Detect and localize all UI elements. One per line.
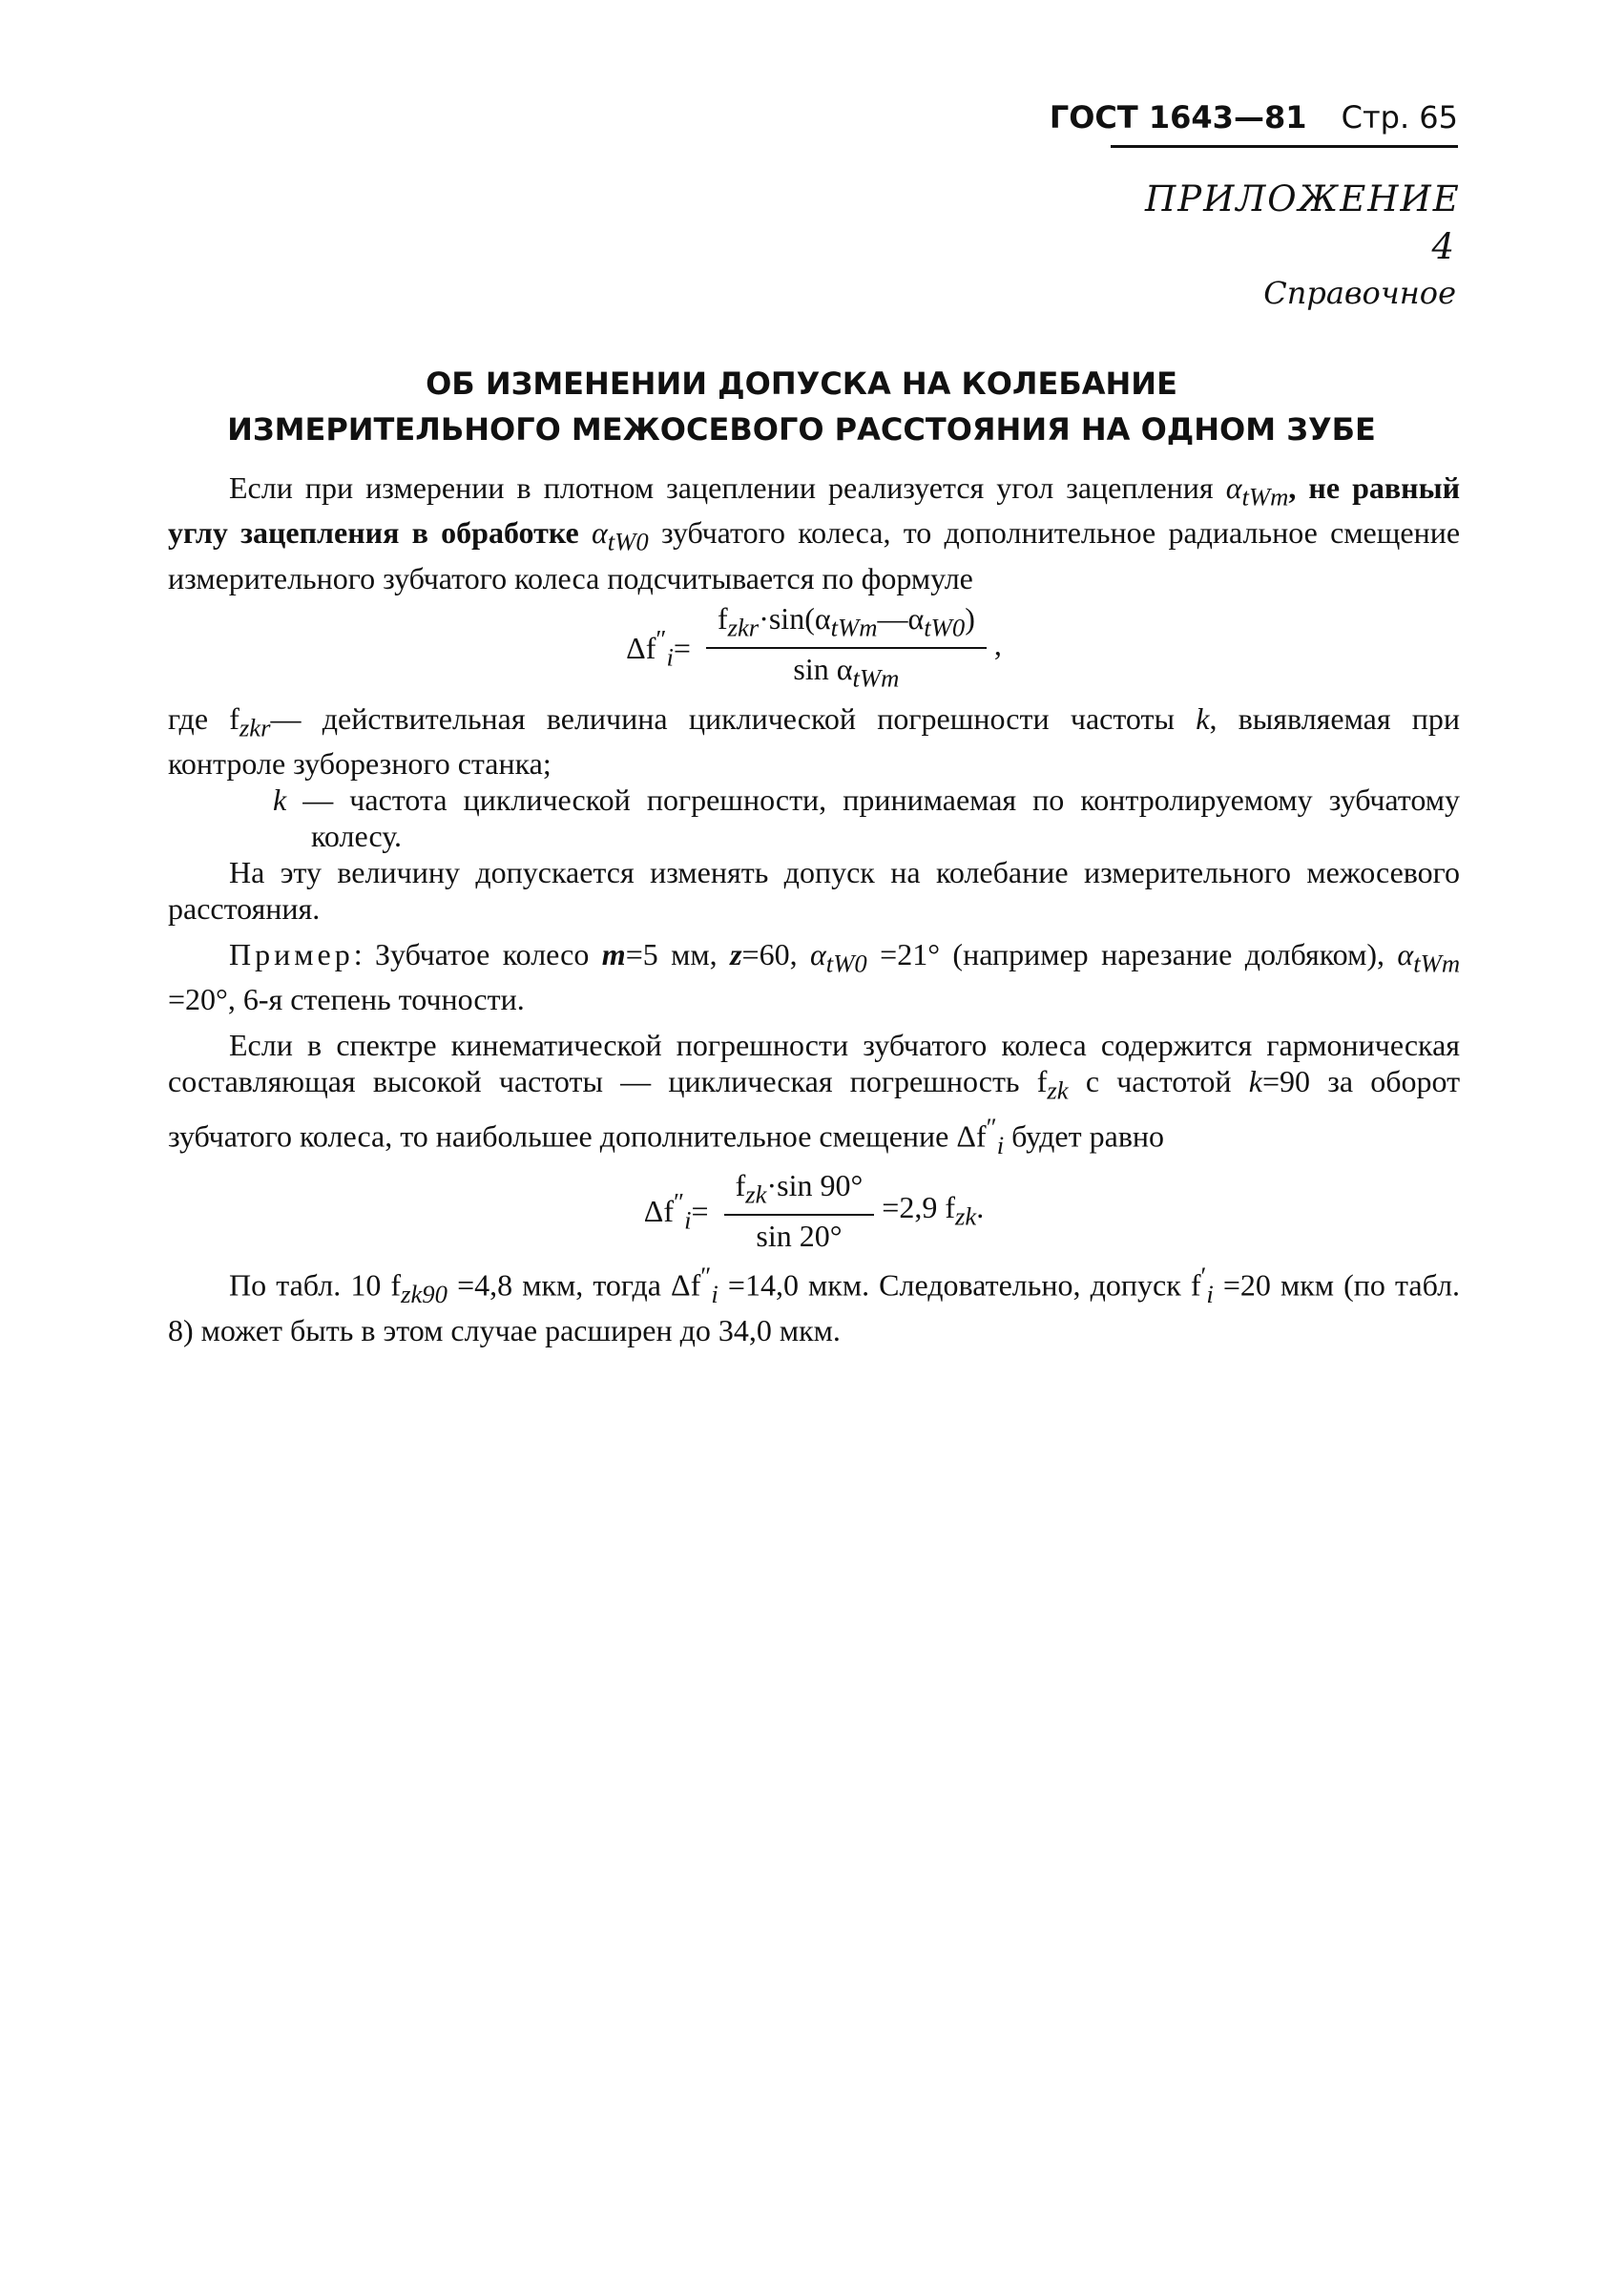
section-title-line-1: ОБ ИЗМЕНЕНИИ ДОПУСКА НА КОЛЕБАНИЕ xyxy=(426,365,1177,402)
formula-1-num-mid: —α xyxy=(877,600,925,636)
where-k: k xyxy=(1196,700,1210,736)
formula-1-lhs xyxy=(626,624,691,672)
formula-1-num-f: f xyxy=(717,600,728,636)
formula-2-rhs: =2,9 f xyxy=(882,1189,955,1224)
alpha-subscript: tWm xyxy=(1241,482,1289,511)
paragraph-example xyxy=(168,936,1460,1017)
where-clause-2 xyxy=(168,782,1460,854)
conclusion-text-d: =14,0 мкм. Следовательно, допуск xyxy=(718,1267,1181,1303)
where-text-b: — действительная величина циклической погрешности частоты xyxy=(270,700,1175,736)
conclusion-f-sup: ′ xyxy=(1200,1262,1207,1291)
intro-text-bold: , не равный углу зацепления в обработке xyxy=(168,470,1461,551)
paragraph-conclusion xyxy=(168,1258,1460,1348)
spectrum-k: k xyxy=(1248,1064,1262,1099)
example-label: Пример xyxy=(229,936,354,971)
example-text-b: =5 мм, xyxy=(625,936,718,971)
intro-text-b: зубчатого колеса, то дополнительное радиальное смещение измерительного зубчатого колеса подсчитывается по формуле xyxy=(168,515,1461,595)
formula-2-fraction xyxy=(724,1167,875,1254)
conclusion-f-sub-2: i xyxy=(1206,1280,1214,1309)
example-text-d: =21° (например нарезание долбяком), xyxy=(866,936,1384,971)
formula-2-eq: = xyxy=(691,1193,709,1228)
formula-1-lhs-sub: i xyxy=(666,642,674,672)
formula-1-lhs-symbol: Δf xyxy=(626,631,656,666)
example-alpha-2-sub: tWm xyxy=(1413,949,1461,978)
paragraph-intro xyxy=(168,470,1460,596)
example-text-e: =20°, 6-я степень точности. xyxy=(168,982,525,1017)
spectrum-delta-sub: i xyxy=(996,1130,1005,1159)
standard-number: ГОСТ 1643—81 xyxy=(1049,99,1307,136)
example-text-c: =60, xyxy=(741,936,798,971)
formula-1-numerator xyxy=(706,600,987,649)
page-number: Стр. 65 xyxy=(1341,99,1458,136)
formula-1-num-end: ) xyxy=(965,600,975,636)
formula-2-lhs-sup: ″ xyxy=(674,1186,685,1216)
formula-1-num-sub: zkr xyxy=(727,613,760,642)
formula-1-num-sub2: tWm xyxy=(830,613,878,642)
conclusion-text-f: =20 мкм (по табл. 8) может быть в этом случае расширен до 34,0 мкм. xyxy=(168,1267,1461,1348)
conclusion-f: f xyxy=(1190,1267,1201,1303)
section-title xyxy=(143,361,1460,452)
example-alpha-2: α xyxy=(1397,936,1414,971)
conclusion-text-b: =4,8 мкм, тогда xyxy=(447,1267,661,1303)
conclusion-text-a: По табл. 10 f xyxy=(229,1267,402,1303)
example-z: z xyxy=(730,936,742,971)
spectrum-delta-sup: ″ xyxy=(986,1112,997,1141)
conclusion-delta: Δf xyxy=(671,1267,701,1303)
formula-1-lhs-sup: ″ xyxy=(656,624,667,654)
formula-2-denominator: sin 20° xyxy=(756,1219,843,1254)
body-text xyxy=(168,470,1460,1348)
where-clause-1 xyxy=(168,700,1460,782)
formula-2-numerator xyxy=(724,1167,875,1216)
appendix-title: ПРИЛОЖЕНИЕ 4 xyxy=(1145,178,1461,267)
intro-text-a: Если при измерении в плотном зацеплении реализуется угол зацепления xyxy=(229,470,1214,505)
example-text-a: : Зубчатое колесо xyxy=(353,936,590,971)
spectrum-f-sub: zk xyxy=(1047,1075,1069,1105)
spectrum-f: f xyxy=(1036,1064,1048,1099)
formula-1-eq: = xyxy=(673,631,691,666)
spectrum-text-a: Если в спектре кинематической погрешности зубчатого колеса содержится гармоническая составляющая высокой частоты — циклическая погрешность xyxy=(168,1028,1460,1099)
formula-2-rhs-sub: zk xyxy=(954,1201,977,1231)
section-title-line-2: ИЗМЕРИТЕЛЬНОГО МЕЖОСЕВОГО РАССТОЯНИЯ НА ОДНОМ ЗУБЕ xyxy=(227,411,1376,448)
conclusion-f-sub: zk90 xyxy=(401,1280,448,1309)
where-text-e: — частота циклической погрешности, принимаемая по контролируемому зубчатому колесу. xyxy=(302,782,1460,853)
formula-1 xyxy=(168,600,1460,697)
where-f-sub: zkr xyxy=(239,712,271,741)
formula-2-tail: . xyxy=(976,1189,985,1224)
formula-1-den-sub: tWm xyxy=(852,663,900,693)
alpha-subscript-2: tW0 xyxy=(607,527,649,556)
example-alpha: α xyxy=(810,936,826,971)
paragraph-tolerance: На эту величину допускается изменять допуск на колебание измерительного межосевого расстояния. xyxy=(168,854,1460,926)
appendix-block xyxy=(1145,176,1461,315)
formula-1-num-sub3: tW0 xyxy=(924,613,966,642)
formula-1-num-rest: ·sin(α xyxy=(759,600,831,636)
formula-1-fraction xyxy=(706,600,987,697)
formula-1-den-text: sin α xyxy=(793,652,853,687)
where-text-c: , выявляемая при контроле зуборезного станка; xyxy=(168,700,1461,781)
formula-2-num-rest: ·sin 90° xyxy=(766,1167,864,1202)
spectrum-text-b: с частотой xyxy=(1085,1064,1232,1099)
paragraph-spectrum xyxy=(168,1027,1460,1162)
formula-1-tail: , xyxy=(993,627,1002,662)
spectrum-delta: Δf xyxy=(956,1118,987,1154)
spectrum-text-e: будет равно xyxy=(1004,1118,1165,1154)
where-k-2: k xyxy=(273,782,287,817)
formula-2-lhs-sub: i xyxy=(684,1205,692,1234)
alpha-symbol: α xyxy=(1225,470,1242,505)
running-header xyxy=(1050,99,1458,136)
formula-2 xyxy=(168,1167,1460,1254)
conclusion-delta-sub: i xyxy=(711,1280,718,1309)
where-f: где f xyxy=(168,700,239,736)
appendix-subtitle: Справочное xyxy=(1263,275,1456,311)
example-m: m xyxy=(601,936,626,971)
formula-1-denominator xyxy=(706,649,987,696)
alpha-symbol-2: α xyxy=(591,515,608,551)
header-rule xyxy=(1111,145,1458,148)
spectrum-text-c: =90 за оборот зубчатого колеса, то наибольшее дополнительное смещение xyxy=(168,1064,1461,1154)
formula-2-num-sub: zk xyxy=(745,1179,767,1209)
example-alpha-sub: tW0 xyxy=(825,949,867,978)
formula-2-lhs-symbol: Δf xyxy=(643,1193,675,1228)
conclusion-delta-sup: ″ xyxy=(700,1262,712,1291)
formula-2-num-f: f xyxy=(735,1167,746,1202)
formula-2-lhs xyxy=(643,1186,709,1234)
